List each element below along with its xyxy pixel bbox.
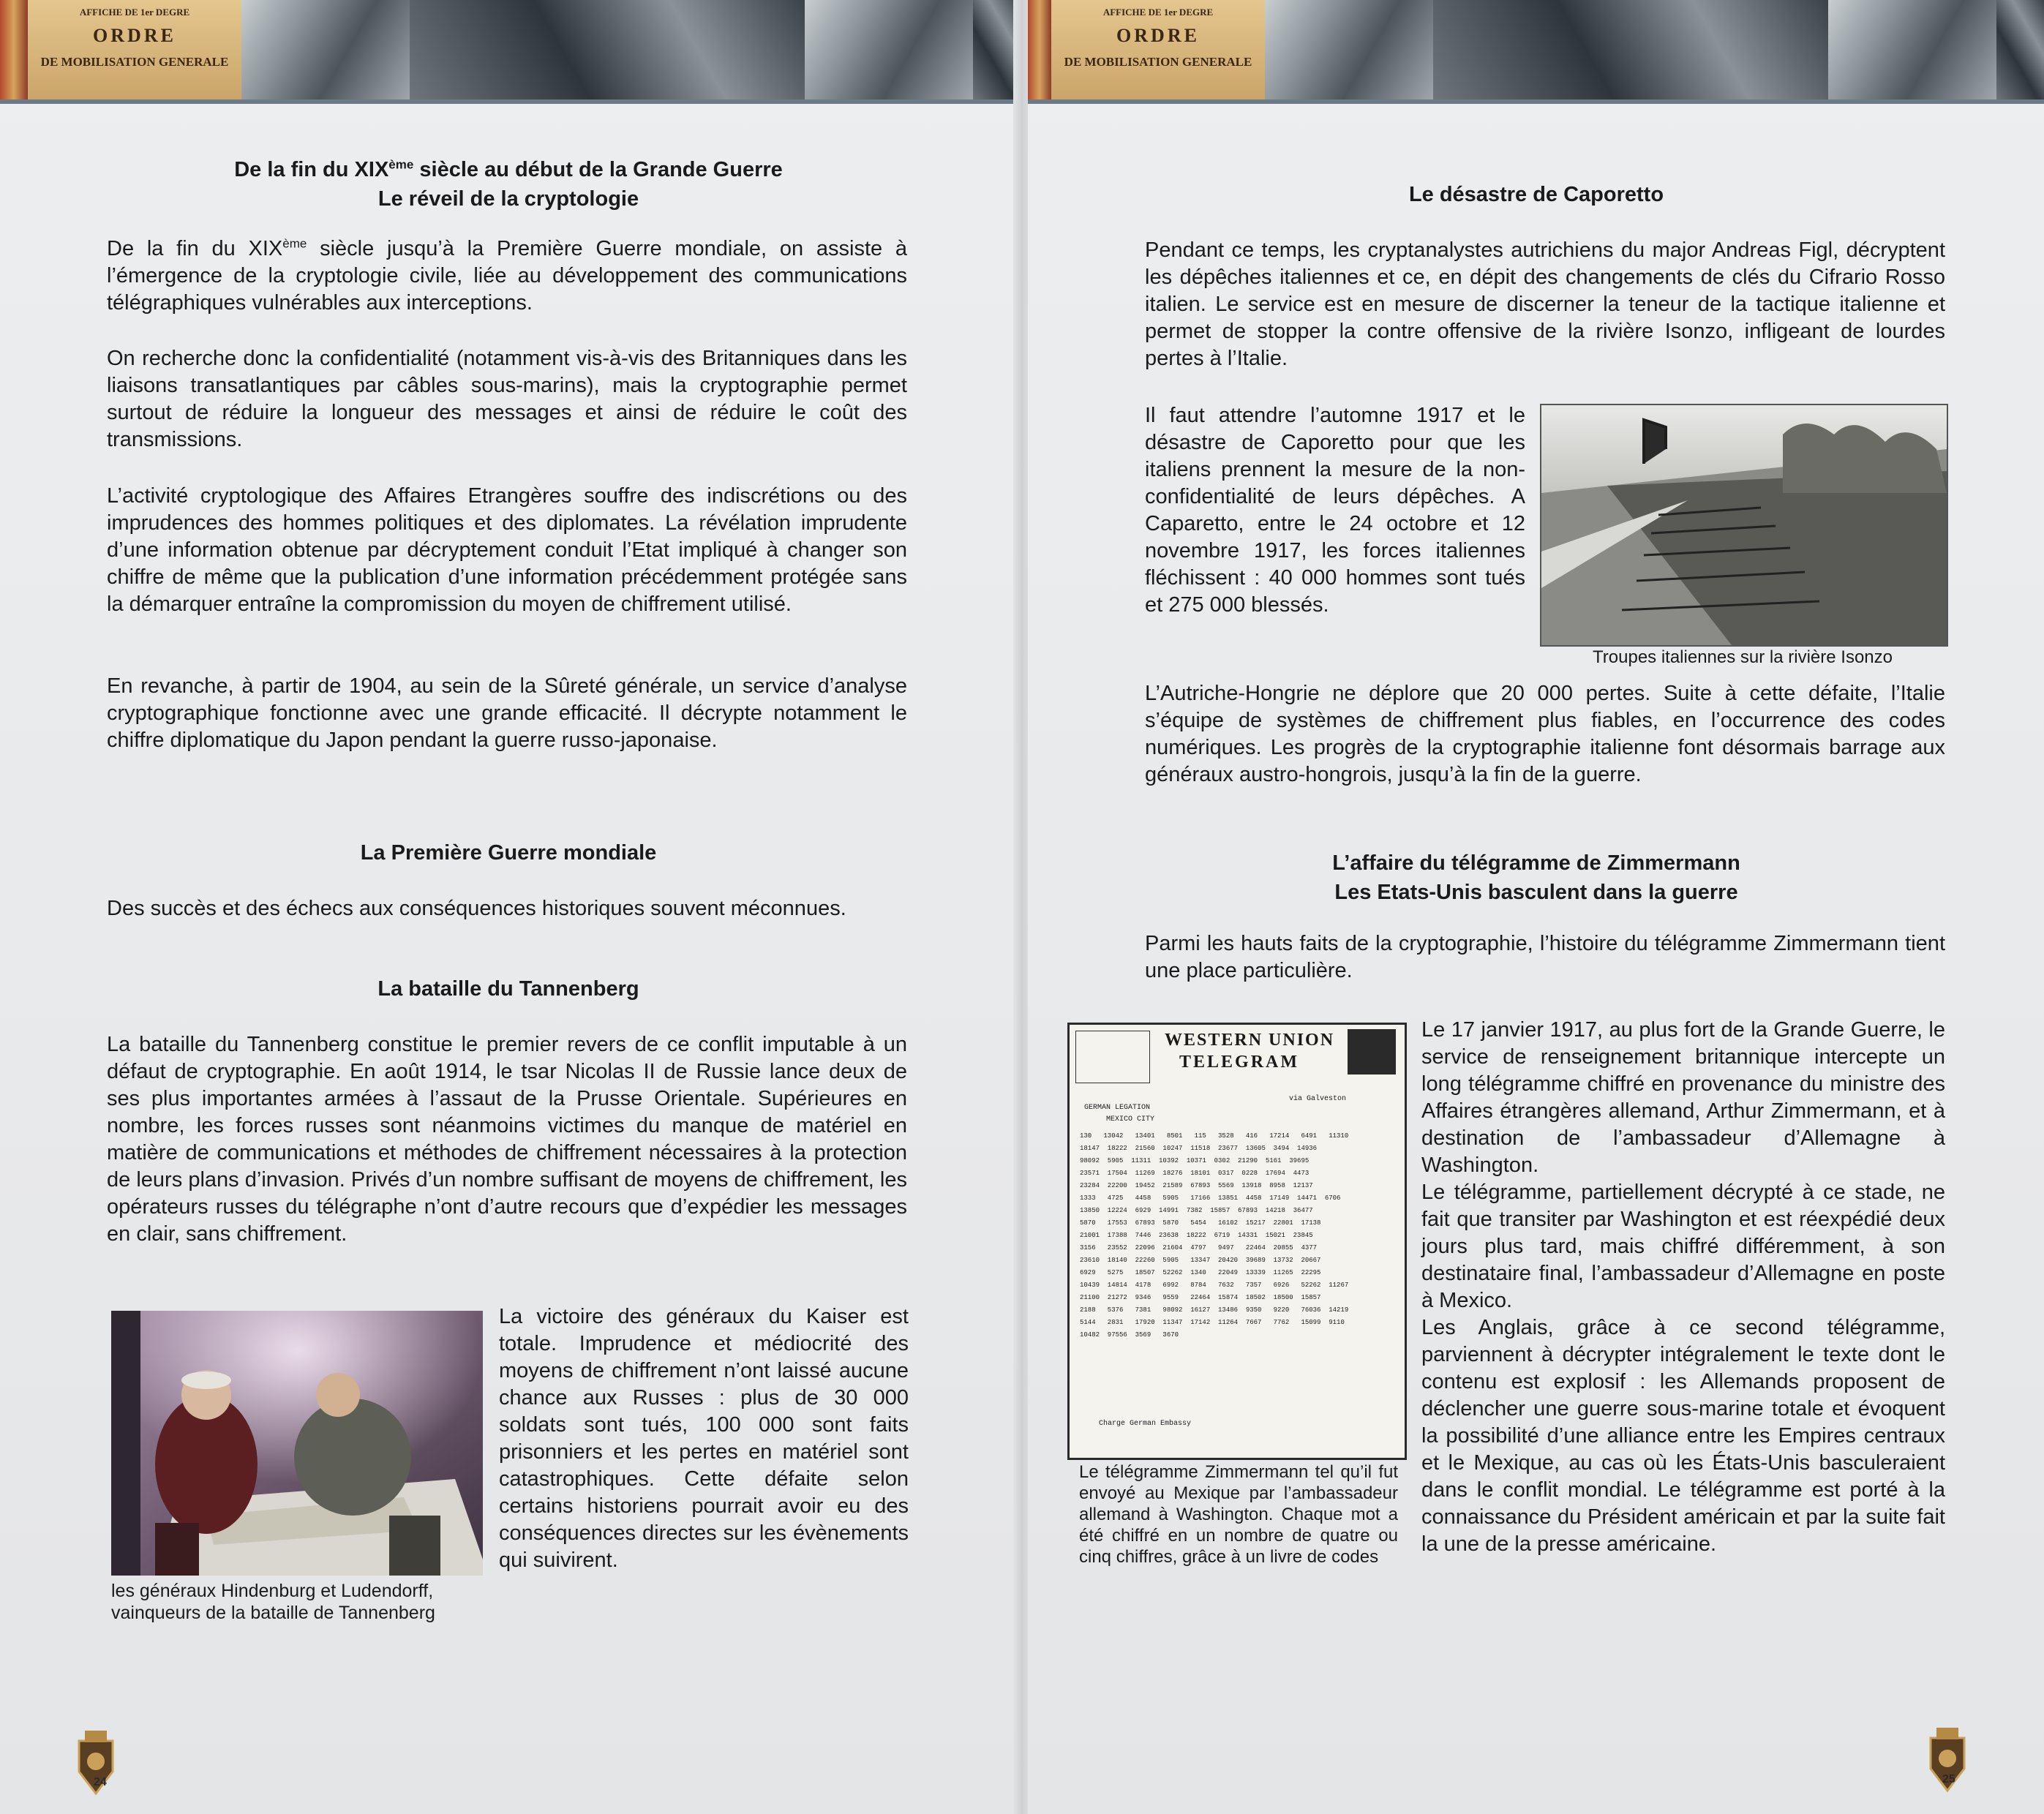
right-banner-photo-2 xyxy=(1433,0,1828,99)
telegram-header-2: TELEGRAM xyxy=(1179,1053,1300,1072)
telegram-number-line: 23571 17504 11269 18276 18101 0317 0228 17694 4473 xyxy=(1080,1170,1310,1177)
right-poster-title-2: DE MOBILISATION GENERALE xyxy=(1064,55,1252,69)
telegram-number-line: 10439 14814 4178 6992 8784 7632 7357 6926 52262 11267 xyxy=(1080,1282,1349,1289)
left-para-4: En revanche, à partir de 1904, au sein de la Sûreté générale, un service d’analyse cryptographique fonctionne avec une grande efficacité. Il décrypte notamment le chiffre diplomatique du Japon pendant la guerre russo-japonaise. xyxy=(107,674,907,752)
zimmermann-title-line1: L’affaire du télégramme de Zimmermann xyxy=(1332,851,1740,875)
telegram-header-1: WESTERN UNION xyxy=(1165,1031,1335,1050)
right-title-caporetto: Le désastre de Caporetto xyxy=(1408,183,1664,206)
telegram-form-box xyxy=(1075,1031,1150,1083)
right-page xyxy=(1028,0,2044,1814)
poster-top-text: AFFICHE DE 1er DEGRE xyxy=(79,7,190,18)
isonzo-caption: Troupes italiennes sur la rivière Isonzo xyxy=(1593,647,1893,667)
left-para-2: On recherche donc la confidentialité (notamment vis-à-vis des Britanniques dans les liaisons transatlantiques par câbles sous-marins), mais la cryptographie permet surtout de réduire la longueur des messages et ainsi de réduire le coût des transmissions. xyxy=(107,347,907,451)
right-banner xyxy=(1028,0,2044,104)
right-para-5a: Le 17 janvier 1917, au plus fort de la Grande Guerre, le service de renseignement britannique intercepte un long télégramme chiffré en provenance du ministre des Affaires étrangères allemand, Arthur Zimmermann, et à destination de l’ambassadeur d’Allemagne à Washington. xyxy=(1421,1018,1945,1177)
telegram-signature: Charge German Embassy xyxy=(1099,1420,1192,1428)
right-para-5c: Les Anglais, grâce à ce second télégramme, parviennent à décrypter intégralement le texte dont le contenu est explosif : les Allemands proposent de déclencher une guerre sous-marine totale et évoquent la possibilité d’une alliance entre les Empires centraux et le Mexique, au cas où les États-Unis basculeraient dans le conflit mondial. Le télégramme est porté à la connaissance du Président américain et par la suite fait la une de la presse américaine. xyxy=(1421,1316,1945,1556)
zimmermann-telegram xyxy=(1067,1023,1407,1460)
left-title xyxy=(110,155,907,214)
telegram-number-line: 98092 5905 11311 10392 10371 0302 21290 5161 39695 xyxy=(1080,1157,1310,1164)
telegram-number-line: 6929 5275 18507 52262 1340 22049 13339 11265 22295 xyxy=(1080,1269,1321,1276)
right-para-4: Parmi les hauts faits de la cryptographie, l’histoire du télégramme Zimmermann tient une place particulière. xyxy=(1145,932,1945,982)
telegram-number-line: 21001 17388 7446 23638 18222 6719 14331 15021 23845 xyxy=(1080,1232,1313,1239)
right-poster-title-1: ORDRE xyxy=(1116,25,1200,46)
left-page xyxy=(0,0,1021,1814)
left-page-number: 24 xyxy=(94,1776,107,1788)
left-para-7: La victoire des généraux du Kaiser est totale. Imprudence et médiocrité des moyens de chiffrement n’ont laissé aucune chance aux Russes : plus de 30 000 soldats sont tués, 100 000 sont faits prisonniers et les pertes en matériel sont catastrophiques. Cette défaite selon certains historiens pourrait avoir eu des conséquences directes sur les évènements qui suivirent. xyxy=(499,1305,909,1572)
left-section-title-wwi: La Première Guerre mondiale xyxy=(360,841,657,865)
telegram-number-line: 1333 4725 4458 5905 17166 13851 4458 17149 14471 6706 xyxy=(1080,1194,1341,1202)
poster-title-1: ORDRE xyxy=(93,25,176,46)
left-section-title-tannenberg: La bataille du Tannenberg xyxy=(377,977,639,1001)
banner-photo-2 xyxy=(410,0,805,99)
poster-title-2: DE MOBILISATION GENERALE xyxy=(40,55,229,69)
telegram-number-line: 3156 23552 22096 21604 4797 9497 22464 20855 4377 xyxy=(1080,1244,1318,1252)
left-para-3: L’activité cryptologique des Affaires Etrangères souffre des indiscrétions ou des imprudences des hommes politiques et des diplomates. La révélation imprudente d’une information obtenue par décryptement conduit l’Etat impliqué à changer son chiffre de même que la publication d’une information précédemment protégée sans la démarquer entraîne la compromission du moyen de chiffrement utilisé. xyxy=(107,484,907,616)
right-zimmermann-text xyxy=(1421,1017,1945,1558)
generals-painting xyxy=(111,1311,483,1576)
left-para-6: La bataille du Tannenberg constitue le premier revers de ce conflit imputable à un défaut de cryptographie. En août 1914, le tsar Nicolas II de Russie lance deux de ses plus importantes armées à l’assaut de la Prusse Orientale. Supérieures en nombre, les forces russes sont néanmoins victimes du manque de matériel en matière de communications et méthodes de chiffrement nécessaires à la protection de leurs plans d’invasion. Privés d’un nombre suffisant de moyens de chiffrement, les opérateurs russes du télégraphe n’ont d’autre recours que d’expédier les messages en clair, sans chiffrement. xyxy=(107,1033,907,1246)
right-para-2: Il faut attendre l’automne 1917 et le désastre de Caporetto pour que les italiens prennent la mesure de la non-confidentialité de leurs dépêches. A Caparetto, entre le 24 octobre et 12 novembre 1917, les forces italiennes fléchissent : 40 000 hommes sont tués et 275 000 blessés. xyxy=(1145,404,1525,617)
telegram-city: MEXICO CITY xyxy=(1106,1115,1155,1124)
right-mobilisation-poster xyxy=(1051,0,1265,99)
left-title-line2: Le réveil de la cryptologie xyxy=(377,187,639,211)
telegram-number-line: 13850 12224 6929 14991 7382 15857 67893 14218 36477 xyxy=(1080,1207,1313,1214)
telegram-number-line: 5144 2831 17920 11347 17142 11264 7667 7762 15099 9110 xyxy=(1080,1319,1345,1326)
telegram-number-line: 5870 17553 67893 5870 5454 16102 15217 22801 17138 xyxy=(1080,1219,1321,1227)
right-banner-photo-4 xyxy=(1996,0,2044,99)
banner-photo-3 xyxy=(805,0,973,99)
telegram-via: via Galveston xyxy=(1289,1095,1347,1103)
telegram-stamp xyxy=(1348,1029,1396,1075)
right-para-3: L’Autriche-Hongrie ne déplore que 20 000 pertes. Suite à cette défaite, l’Italie s’équipe de systèmes de chiffrement plus fiables, en l’occurrence des codes numériques. Les progrès de la cryptographie italienne font désormais barrage aux généraux austro-hongrois, jusqu’à la fin de la guerre. xyxy=(1145,682,1945,786)
telegram-to: GERMAN LEGATION xyxy=(1084,1104,1151,1112)
right-page-number: 25 xyxy=(1942,1773,1955,1785)
telegram-code-numbers xyxy=(1080,1130,1394,1341)
telegram-number-line: 2188 5376 7381 98092 16127 13486 9350 9220 76036 14219 xyxy=(1080,1306,1349,1314)
telegram-number-line: 21100 21272 9346 9559 22464 15874 18502 18500 15857 xyxy=(1080,1294,1321,1301)
generals-painting-svg xyxy=(111,1311,483,1576)
right-banner-photo-1 xyxy=(1265,0,1433,99)
telegram-number-line: 23284 22200 19452 21589 67893 5569 13918 8958 12137 xyxy=(1080,1182,1313,1189)
left-para-5: Des succès et des échecs aux conséquences historiques souvent méconnues. xyxy=(107,897,846,920)
left-banner xyxy=(0,0,1021,104)
banner-photo-1 xyxy=(241,0,410,99)
right-para-1: Pendant ce temps, les cryptanalystes autrichiens du major Andreas Figl, décryptent les dépêches italiennes et ce, en dépit des changements de clés du Cifrario Rosso italien. Le service est en mesure de discerner la teneur de la tactique italienne et permet de stopper la contre offensive de la rivière Isonzo, infligeant de lourdes pertes à l’Italie. xyxy=(1145,238,1945,370)
zimmermann-title-line2: Les Etats-Unis basculent dans la guerre xyxy=(1334,881,1738,904)
telegram-caption: Le télégramme Zimmermann tel qu’il fut envoyé au Mexique par l’ambassadeur allemand à Washington. Chaque mot a été chiffré en un nombre de quatre ou cinq chiffres, grâce à un livre de codes xyxy=(1079,1462,1398,1567)
telegram-number-line: 10482 97556 3569 3670 xyxy=(1080,1331,1179,1339)
telegram-number-line: 23610 18140 22260 5905 13347 20420 39689 13732 20667 xyxy=(1080,1257,1321,1264)
right-poster-top-text: AFFICHE DE 1er DEGRE xyxy=(1102,7,1214,18)
isonzo-photo-svg xyxy=(1541,405,1947,645)
isonzo-photo xyxy=(1540,404,1948,647)
telegram-number-line: 130 13042 13401 8501 115 3528 416 17214 6491 11310 xyxy=(1080,1132,1349,1140)
left-title-line1: De la fin du XIXème siècle au début de la Grande Guerre xyxy=(234,157,783,181)
right-section-title-zimmermann xyxy=(1138,848,1935,907)
telegram-number-line: 18147 18222 21560 10247 11518 23677 13605 3494 14936 xyxy=(1080,1145,1318,1152)
generals-caption: les généraux Hindenburg et Ludendorff, vainqueurs de la bataille de Tannenberg xyxy=(111,1581,435,1623)
right-para-5b: Le télégramme, partiellement décrypté à ce stade, ne fait que transiter par Washington et est réexpédié deux jours plus tard, mais chiffré différemment, à son destinataire final, l’ambassadeur d’Allemagne en poste à Mexico. xyxy=(1421,1181,1945,1312)
left-para-1: De la fin du XIXème siècle jusqu’à la Première Guerre mondiale, on assiste à l’émergence de la cryptologie civile, liée au développement des communications télégraphiques vulnérables aux interceptions. xyxy=(107,236,908,315)
mobilisation-poster xyxy=(28,0,241,99)
right-banner-photo-3 xyxy=(1828,0,1996,99)
